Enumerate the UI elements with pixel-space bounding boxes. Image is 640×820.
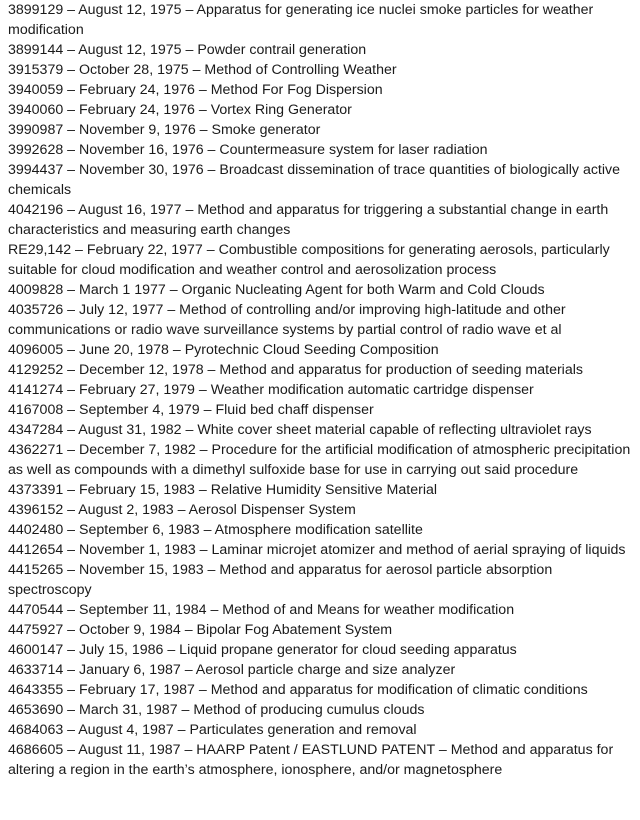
patent-entry: 4347284 – August 31, 1982 – White cover sheet material capable of reflecting ultraviolet rays	[8, 422, 592, 438]
patent-entry: 4009828 – March 1 1977 – Organic Nucleating Agent for both Warm and Cold Clouds	[8, 282, 545, 298]
patent-entry: 3940060 – February 24, 1976 – Vortex Ring Generator	[8, 102, 352, 118]
patent-entry: 4684063 – August 4, 1987 – Particulates generation and removal	[8, 722, 417, 738]
patent-entry: 4396152 – August 2, 1983 – Aerosol Dispenser System	[8, 502, 356, 518]
patent-entry: 3899144 – August 12, 1975 – Powder contrail generation	[8, 42, 367, 58]
patent-entry: 4653690 – March 31, 1987 – Method of producing cumulus clouds	[8, 702, 425, 718]
patent-entry: 4042196 – August 16, 1977 – Method and apparatus for triggering a substantial change in earth characteristics and measuring earth changes	[8, 202, 609, 238]
patent-entry: 4686605 – August 11, 1987 – HAARP Patent / EASTLUND PATENT – Method and apparatus for altering a region in the earth’s atmosphere, ionosphere, and/or magnetosphere	[8, 742, 614, 778]
patent-entry: 3992628 – November 16, 1976 – Countermeasure system for laser radiation	[8, 142, 488, 158]
patent-entry: 4412654 – November 1, 1983 – Laminar microjet atomizer and method of aerial spraying of liquids	[8, 542, 626, 558]
patent-entry: 4600147 – July 15, 1986 – Liquid propane generator for cloud seeding apparatus	[8, 642, 517, 658]
patent-entry: 4141274 – February 27, 1979 – Weather modification automatic cartridge dispenser	[8, 382, 534, 398]
patent-entry: 4096005 – June 20, 1978 – Pyrotechnic Cloud Seeding Composition	[8, 342, 439, 358]
patent-entry: 4415265 – November 15, 1983 – Method and apparatus for aerosol particle absorption spectroscopy	[8, 562, 553, 598]
patent-entry: 4475927 – October 9, 1984 – Bipolar Fog Abatement System	[8, 622, 393, 638]
patent-entry: 3915379 – October 28, 1975 – Method of Controlling Weather	[8, 62, 397, 78]
patent-entry: 3994437 – November 30, 1976 – Broadcast dissemination of trace quantities of biologically active chemicals	[8, 162, 621, 198]
patent-entry: 3899129 – August 12, 1975 – Apparatus for generating ice nuclei smoke particles for weather modification	[8, 2, 594, 38]
patent-entry: 4035726 – July 12, 1977 – Method of controlling and/or improving high-latitude and other communications or radio wave surveillance systems by partial control of radio wave et al	[8, 302, 566, 338]
patent-entry: RE29,142 – February 22, 1977 – Combustible compositions for generating aerosols, particularly suitable for cloud modification and weather control and aerosolization process	[8, 242, 610, 278]
patent-entry: 3990987 – November 9, 1976 – Smoke generator	[8, 122, 321, 138]
patent-entry: 4402480 – September 6, 1983 – Atmosphere modification satellite	[8, 522, 423, 538]
patent-entry: 4373391 – February 15, 1983 – Relative Humidity Sensitive Material	[8, 482, 438, 498]
patent-entry: 4633714 – January 6, 1987 – Aerosol particle charge and size analyzer	[8, 662, 456, 678]
patent-entry: 4362271 – December 7, 1982 – Procedure for the artificial modification of atmospheric precipitation as well as compounds with a dimethyl sulfoxide base for use in carrying out said procedure	[8, 442, 631, 478]
patent-entry: 4167008 – September 4, 1979 – Fluid bed chaff dispenser	[8, 402, 374, 418]
patent-entry: 4129252 – December 12, 1978 – Method and apparatus for production of seeding materials	[8, 362, 583, 378]
patent-entry: 4643355 – February 17, 1987 – Method and apparatus for modification of climatic conditions	[8, 682, 588, 698]
patent-entry: 3940059 – February 24, 1976 – Method For Fog Dispersion	[8, 82, 383, 98]
patent-entry: 4470544 – September 11, 1984 – Method of and Means for weather modification	[8, 602, 515, 618]
